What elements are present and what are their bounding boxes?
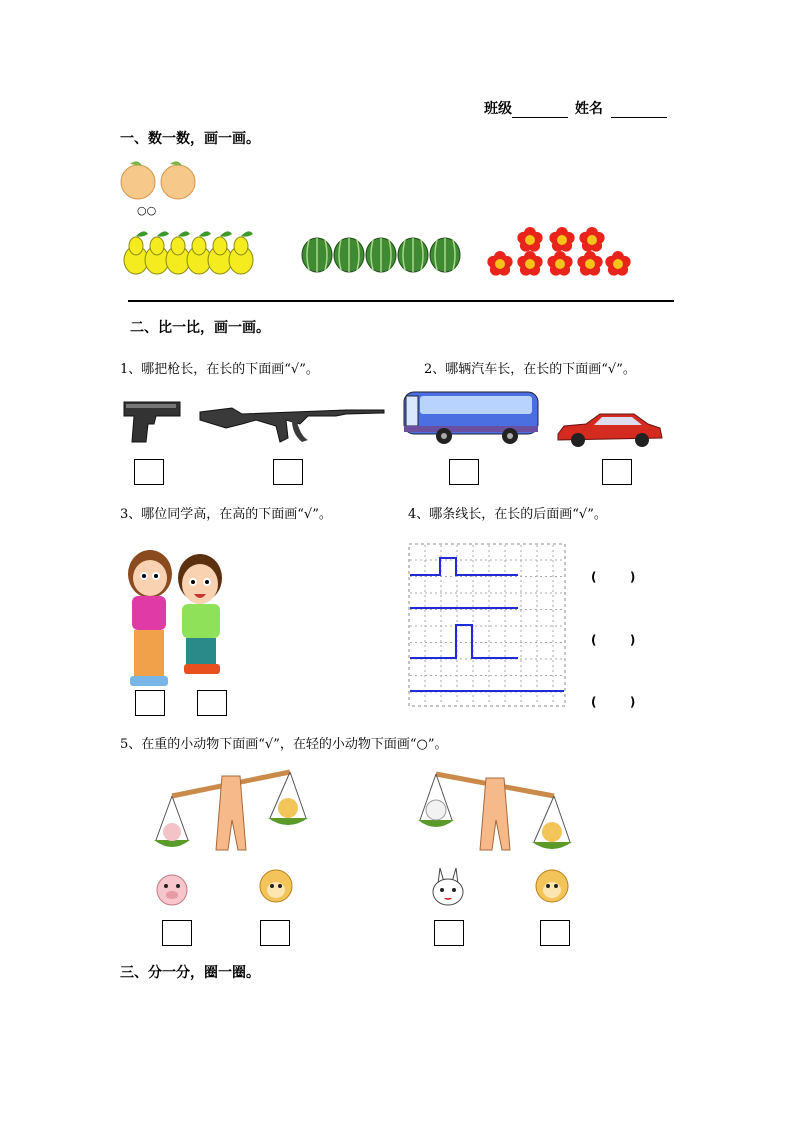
name-label: 姓名 [574, 101, 603, 117]
question-4: 4、哪条线长，在长的后面画“√”。 [408, 507, 607, 522]
class-label: 班级 [484, 101, 512, 117]
pear [208, 231, 232, 274]
bus-image [402, 388, 542, 446]
section1-title: 一、数一数，画一画。 [120, 131, 260, 147]
two-students-image [120, 540, 236, 688]
peaches-illustration [118, 156, 204, 202]
peach-2 [161, 161, 195, 199]
pistol-image [120, 398, 184, 448]
scale-left-image [152, 766, 308, 862]
melon [302, 238, 332, 272]
answer-box-car[interactable] [602, 459, 632, 485]
melons-illustration [300, 236, 462, 274]
pig-image [154, 868, 190, 908]
rabbit-image [428, 866, 468, 908]
car-image [556, 408, 664, 448]
line-a [410, 558, 518, 575]
answer-box-monkey-right[interactable] [540, 920, 570, 946]
monkey-image-left [258, 866, 294, 906]
question-2: 2、哪辆汽车长，在长的下面画“√”。 [424, 362, 636, 377]
flower [605, 251, 630, 276]
pear [166, 231, 190, 274]
answer-paren-line-2[interactable]: ( ) [591, 633, 636, 647]
pear [187, 231, 211, 274]
flower [547, 251, 572, 276]
peach-1 [121, 161, 155, 199]
flowers-illustration [484, 228, 634, 278]
answer-box-boy[interactable] [197, 690, 227, 716]
name-blank[interactable] [611, 101, 667, 118]
monkey-image-right [534, 866, 570, 906]
melon [366, 238, 396, 272]
answer-paren-line-1[interactable]: ( ) [591, 570, 636, 584]
flower [549, 227, 574, 252]
peach-marks: ○○ [137, 204, 157, 217]
answer-box-girl[interactable] [135, 690, 165, 716]
flower [517, 227, 542, 252]
melon [430, 238, 460, 272]
flower [577, 251, 602, 276]
flower [517, 251, 542, 276]
pear [145, 231, 169, 274]
answer-box-pig[interactable] [162, 920, 192, 946]
pear [229, 231, 253, 274]
melon [334, 238, 364, 272]
pear [124, 231, 148, 274]
class-name-header [484, 98, 667, 118]
boy-student [178, 554, 222, 674]
answer-box-monkey-left[interactable] [260, 920, 290, 946]
scale-right-image [416, 766, 572, 862]
class-blank[interactable] [512, 101, 568, 118]
girl-student [128, 550, 172, 686]
line-c [410, 625, 518, 658]
line-grid [408, 543, 568, 709]
answer-box-rabbit[interactable] [434, 920, 464, 946]
answer-paren-line-3[interactable]: ( ) [591, 695, 636, 709]
flower [579, 227, 604, 252]
answer-box-rifle[interactable] [273, 459, 303, 485]
answer-box-pistol[interactable] [134, 459, 164, 485]
pears-illustration [122, 226, 256, 276]
flower [487, 251, 512, 276]
rifle-image [196, 398, 388, 448]
section2-title: 二、比一比，画一画。 [130, 320, 270, 336]
section-divider [128, 300, 674, 302]
question-3: 3、哪位同学高，在高的下面画“√”。 [120, 507, 332, 522]
question-1: 1、哪把枪长，在长的下面画“√”。 [120, 362, 319, 377]
section3-title: 三、分一分，圈一圈。 [120, 965, 260, 981]
question-5: 5、在重的小动物下面画“√”，在轻的小动物下面画“○”。 [120, 737, 448, 752]
answer-box-bus[interactable] [449, 459, 479, 485]
melon [398, 238, 428, 272]
